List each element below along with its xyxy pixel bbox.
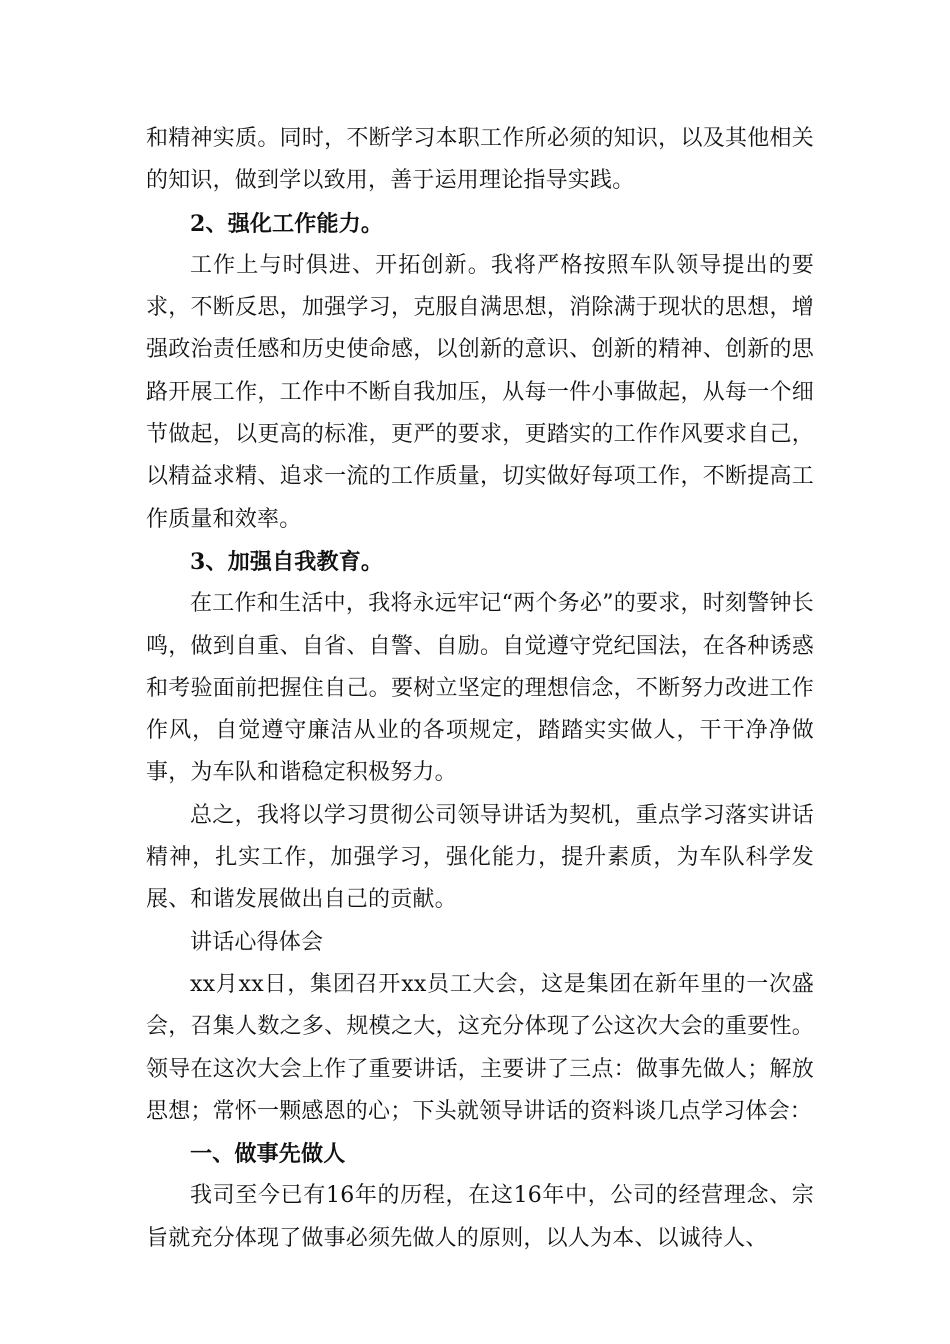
paragraph-company-history: 我司至今已有16年的历程，在这16年中，公司的经营理念、宗旨就充分体现了做事必须先做人的原则，以人为本、以诚待人、 — [146, 1183, 814, 1251]
section-heading-be-person-first: 一、做事先做人 — [190, 1141, 346, 1168]
section-heading-self-education: 3、加强自我教育。 — [190, 548, 384, 575]
paragraph-self-education: 在工作和生活中，我将永远牢记“两个务必”的要求，时刻警钟长鸣，做到自重、自省、自警、自励。自觉遵守党纪国法，在各种诱惑和考验面前把握住自己。要树立坚定的理想信念，不断努力改进工作作风，自觉遵守廉洁从业的各项规定，踏踏实实做人，干干净净做事，为车队和谐稳定积极努力。 — [146, 591, 814, 786]
paragraph-continuation: 和精神实质。同时，不断学习本职工作所必须的知识，以及其他相关的知识，做到学以致用，善于运用理论指导实践。 — [146, 126, 814, 194]
paragraph-speech-reflection-title: 讲话心得体会 — [190, 929, 324, 955]
document-body — [146, 118, 814, 1260]
paragraph-meeting-intro: xx月xx日，集团召开xx员工大会，这是集团在新年里的一次盛会，召集人数之多、规模之大，这充分体现了公这次大会的重要性。领导在这次大会上作了重要讲话，主要讲了三点：做事先做人；解放思想；常怀一颗感恩的心；下头就领导讲话的资料谈几点学习体会： — [146, 971, 814, 1124]
paragraph-conclusion: 总之，我将以学习贯彻公司领导讲话为契机，重点学习落实讲话精神，扎实工作，加强学习，强化能力，提升素质，为车队科学发展、和谐发展做出自己的贡献。 — [146, 802, 814, 913]
paragraph-work-ability: 工作上与时俱进、开拓创新。我将严格按照车队领导提出的要求，不断反思，加强学习，克服自满思想，消除满于现状的思想，增强政治责任感和历史使命感，以创新的意识、创新的精神、创新的思路开展工作，工作中不断自我加压，从每一件小事做起，从每一个细节做起，以更高的标准，更严的要求，更踏实的工作作风要求自己，以精益求精、追求一流的工作质量，切实做好每项工作，不断提高工作质量和效率。 — [146, 252, 814, 532]
section-heading-strengthen-ability: 2、强化工作能力。 — [190, 210, 384, 237]
